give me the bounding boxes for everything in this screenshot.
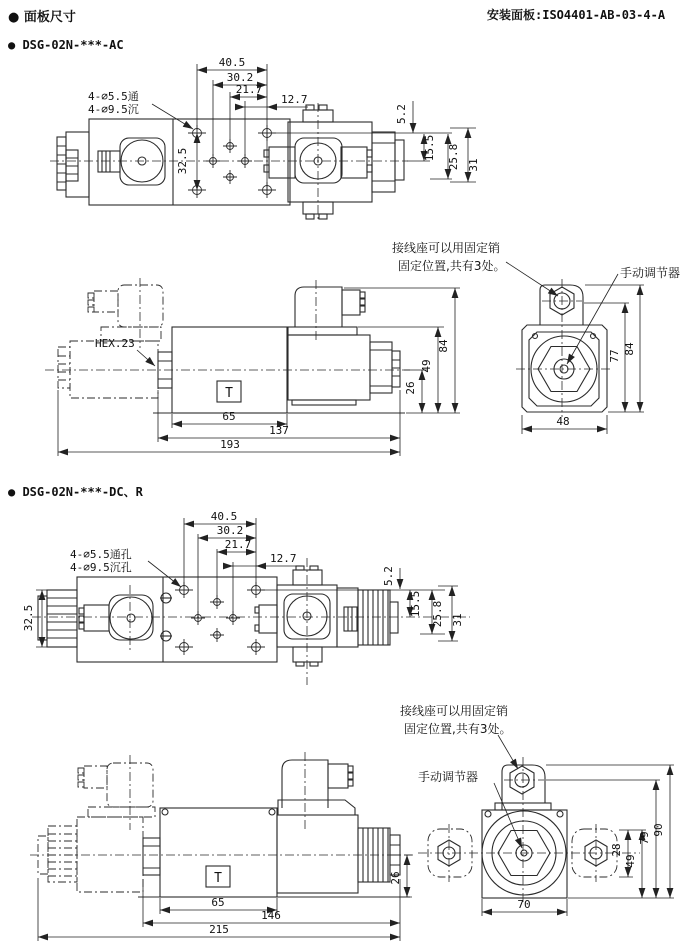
dc-dim-5-2: 5.2: [382, 566, 395, 586]
ac-dim-65: 65: [222, 410, 236, 423]
ac-dim-137: 137: [269, 424, 289, 437]
ac-dim-25-8: 25.8: [447, 143, 460, 171]
dc-dim-31: 31: [451, 613, 464, 627]
dc-hole-note-line2: 4-∅9.5沉孔: [70, 561, 132, 574]
ac-dim-15-5: 15.5: [423, 134, 436, 162]
dc-top-view: [22, 510, 470, 685]
dc-dim-21-7: 21.7: [224, 538, 252, 551]
dc-dim-146: 146: [261, 909, 281, 922]
ac-terminal-note-leader: [506, 262, 558, 296]
dc-dim-215: 215: [209, 923, 229, 936]
dc-dim-90: 90: [652, 823, 665, 837]
ac-dim-48: 48: [556, 415, 570, 428]
dc-dim-28: 28: [610, 843, 623, 857]
dc-dim-26: 26: [389, 871, 402, 885]
ac-port-t-label: T: [225, 386, 233, 401]
dc-mounting-holes: [175, 582, 265, 655]
ac-terminal-note-line1: 接线座可以用固定销: [392, 241, 501, 255]
dc-dim-65: 65: [211, 896, 225, 909]
dc-dim-25-8: 25.8: [431, 600, 444, 628]
dc-end-view: [400, 703, 674, 916]
ac-dim-49: 49: [420, 359, 433, 373]
ac-dim-31: 31: [467, 158, 480, 172]
dc-dim-49: 49: [624, 854, 637, 868]
section-label-dc: ● DSG-02N-***-DC、R: [8, 485, 143, 499]
dc-manual-adjuster-label: 手动调节器: [418, 770, 479, 784]
ac-dim-5-2: 5.2: [395, 104, 408, 124]
ac-dim-84-side: 84: [437, 339, 450, 353]
dc-terminal-note-line1: 接线座可以用固定销: [400, 704, 509, 718]
page-title: ● 面板尺寸: [8, 10, 76, 25]
ac-side-view: [45, 278, 460, 456]
ac-manual-adjuster-label: 手动调节器: [620, 266, 681, 280]
dc-hole-note-line1: 4-∅5.5通孔: [70, 548, 132, 561]
section-label-ac: ● DSG-02N-***-AC: [8, 38, 124, 52]
ac-hex-label: HEX.23: [95, 337, 135, 350]
dc-hole-note-leader: [148, 561, 181, 587]
ac-dim-77: 77: [608, 349, 621, 363]
dc-dim-70: 70: [517, 898, 531, 911]
ac-dim-193: 193: [220, 438, 240, 451]
ac-end-view: [392, 240, 680, 434]
mounting-panel-standard: 安装面板:ISO4401-AB-03-4-A: [487, 8, 666, 22]
dc-side-view: [30, 752, 415, 941]
dc-port-t-label: T: [214, 871, 222, 886]
ac-dim-32-5: 32.5: [176, 147, 189, 175]
ac-terminal-note-line2: 固定位置,共有3处。: [398, 259, 506, 273]
dc-dim-12-7: 12.7: [270, 552, 297, 565]
ac-hex-leader: [137, 350, 155, 366]
dc-dim-79: 79: [638, 831, 651, 845]
dc-terminal-note-line2: 固定位置,共有3处。: [404, 722, 512, 736]
ac-hole-note-line1: 4-∅5.5通: [88, 90, 139, 103]
dc-dim-40-5: 40.5: [210, 510, 238, 523]
dc-manual-adjuster-leader: [494, 783, 522, 848]
ac-dim-30-2: 30.2: [226, 71, 254, 84]
ac-mounting-holes: [188, 125, 276, 198]
ac-dim-21-7: 21.7: [235, 83, 263, 96]
ac-dim-40-5: 40.5: [218, 56, 246, 69]
dc-terminal-note-leader: [498, 735, 518, 769]
dc-dim-15-5: 15.5: [409, 590, 422, 618]
dc-dim-30-2: 30.2: [216, 524, 244, 537]
ac-dim-12-7: 12.7: [281, 93, 308, 106]
ac-top-view: [50, 56, 480, 220]
ac-dim-26: 26: [404, 381, 417, 395]
ac-hole-note-line2: 4-∅9.5沉: [88, 103, 139, 116]
ac-dim-84-end: 84: [623, 342, 636, 356]
dc-dim-32-5: 32.5: [22, 604, 35, 632]
